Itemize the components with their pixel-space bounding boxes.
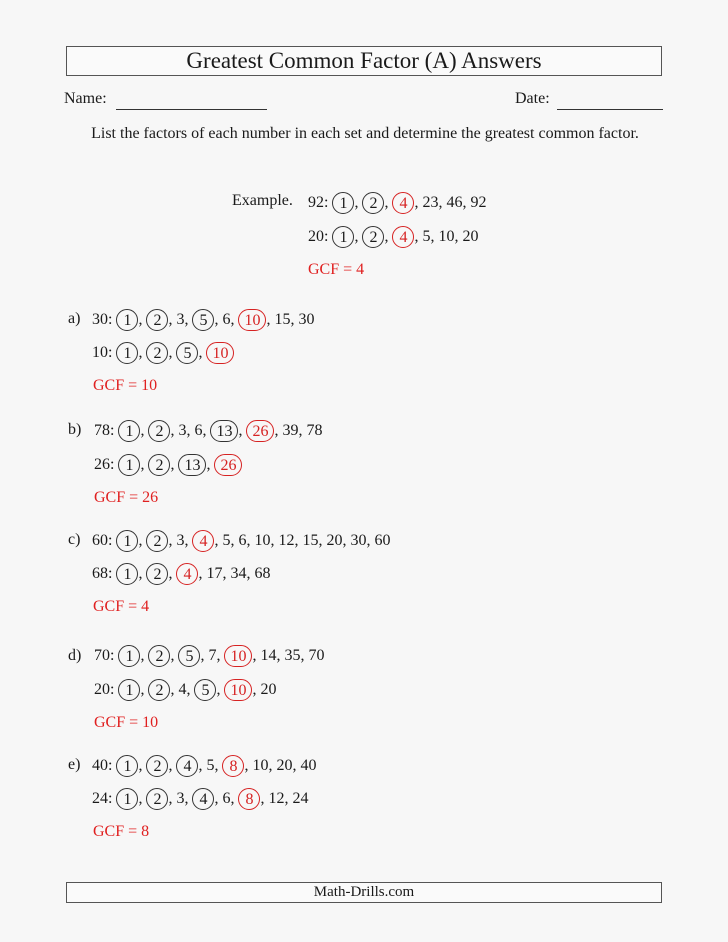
common-circled-factor: 5 [194,679,216,701]
separator: , [462,194,471,211]
factor-line [308,191,486,215]
factor: 30 [298,311,315,328]
factor: 12 [268,790,285,807]
example-label: Example. [232,192,293,209]
factor: 23 [422,194,439,211]
common-circled-factor: 5 [192,309,214,331]
factor: 6 [194,422,203,439]
common-circled-factor: 1 [332,226,354,248]
common-circled-factor: 13 [178,454,206,476]
common-circled-factor: 2 [146,788,168,810]
common-circled-factor: 1 [116,755,138,777]
worksheet-title: Greatest Common Factor (A) Answers [66,46,662,76]
factor: 14 [260,647,277,664]
separator: , [168,565,177,582]
separator: , [202,422,211,439]
common-circled-factor: 2 [148,679,170,701]
factor-line [92,754,316,778]
factor: 35 [284,647,301,664]
separator: , [184,532,193,549]
gcf-circled-factor: 10 [224,679,252,701]
common-circled-factor: 2 [362,192,384,214]
number-label: 70: [94,647,119,664]
common-circled-factor: 1 [116,530,138,552]
factor: 39 [282,422,299,439]
separator: , [138,790,147,807]
common-circled-factor: 1 [116,788,138,810]
separator: , [214,532,223,549]
factor: 10 [438,228,455,245]
separator: , [170,456,179,473]
factor: 5 [222,532,231,549]
gcf-circled-factor: 4 [176,563,198,585]
factor-line [92,308,314,332]
separator: , [430,228,439,245]
gcf-circled-factor: 4 [392,226,414,248]
factor: 5 [206,757,215,774]
number-label: 60: [92,532,117,549]
footer-source: Math-Drills.com [66,882,662,903]
gcf-circled-factor: 8 [222,755,244,777]
separator: , [138,532,147,549]
name-label: Name: [64,90,107,107]
separator: , [268,757,277,774]
separator: , [216,681,225,698]
factor: 10 [252,757,269,774]
factor-line [92,529,390,553]
common-circled-factor: 2 [148,645,170,667]
common-circled-factor: 1 [118,454,140,476]
separator: , [184,790,193,807]
common-circled-factor: 2 [146,309,168,331]
separator: , [414,194,423,211]
factor-line [92,341,234,365]
separator: , [186,681,195,698]
separator: , [198,344,207,361]
factor-line [92,562,270,586]
gcf-circled-factor: 8 [238,788,260,810]
common-circled-factor: 1 [332,192,354,214]
gcf-circled-factor: 4 [392,192,414,214]
gcf-answer: GCF = 10 [93,377,158,394]
instructions: List the factors of each number in each set and determine the greatest common factor. [91,125,639,142]
separator: , [438,194,447,211]
factor: 46 [446,194,463,211]
separator: , [260,790,269,807]
separator: , [454,228,463,245]
factor: 3 [176,790,185,807]
factor: 6 [222,311,231,328]
separator: , [170,681,179,698]
separator: , [384,194,393,211]
separator: , [138,757,147,774]
factor: 6 [222,790,231,807]
factor: 78 [306,422,323,439]
separator: , [292,757,301,774]
separator: , [140,422,149,439]
gcf-answer: GCF = 8 [93,823,150,840]
separator: , [138,344,147,361]
factor: 15 [302,532,319,549]
factor: 10 [254,532,271,549]
gcf-circled-factor: 10 [238,309,266,331]
separator: , [244,757,253,774]
separator: , [246,565,255,582]
separator: , [230,532,239,549]
number-label: 40: [92,757,117,774]
number-label: 20: [94,681,119,698]
separator: , [366,532,375,549]
separator: , [270,532,279,549]
number-label: 92: [308,194,333,211]
factor: 7 [208,647,217,664]
factor: 3 [176,532,185,549]
gcf-circled-factor: 10 [224,645,252,667]
separator: , [294,532,303,549]
separator: , [168,344,177,361]
separator: , [214,311,223,328]
separator: , [290,311,299,328]
problem-letter: d) [68,647,82,664]
number-label: 78: [94,422,119,439]
separator: , [214,790,223,807]
separator: , [198,565,207,582]
common-circled-factor: 2 [362,226,384,248]
factor-line [92,787,308,811]
separator: , [274,422,283,439]
gcf-answer: GCF = 26 [94,489,159,506]
separator: , [168,790,177,807]
name-line [116,109,267,110]
common-circled-factor: 4 [192,788,214,810]
separator: , [252,647,261,664]
separator: , [140,456,149,473]
separator: , [198,757,207,774]
separator: , [138,311,147,328]
common-circled-factor: 1 [118,420,140,442]
separator: , [170,422,179,439]
separator: , [252,681,261,698]
factor: 3 [176,311,185,328]
problem-letter: e) [68,756,81,773]
common-circled-factor: 2 [148,420,170,442]
factor: 30 [350,532,367,549]
number-label: 10: [92,344,117,361]
separator: , [140,647,149,664]
gcf-circled-factor: 4 [192,530,214,552]
separator: , [300,647,309,664]
number-label: 68: [92,565,117,582]
separator: , [284,790,293,807]
separator: , [276,647,285,664]
separator: , [168,311,177,328]
separator: , [230,311,239,328]
date-line [557,109,663,110]
separator: , [222,565,231,582]
separator: , [184,311,193,328]
factor: 40 [300,757,317,774]
number-label: 26: [94,456,119,473]
factor-line [94,678,276,702]
factor: 5 [422,228,431,245]
common-circled-factor: 1 [116,342,138,364]
common-circled-factor: 2 [146,563,168,585]
factor: 70 [308,647,325,664]
factor: 68 [254,565,271,582]
gcf-answer: GCF = 4 [308,261,365,278]
common-circled-factor: 1 [116,309,138,331]
separator: , [168,757,177,774]
common-circled-factor: 5 [178,645,200,667]
separator: , [230,790,239,807]
separator: , [216,647,225,664]
common-circled-factor: 2 [146,342,168,364]
factor: 6 [238,532,247,549]
number-label: 30: [92,311,117,328]
separator: , [354,194,363,211]
factor: 4 [178,681,187,698]
factor: 12 [278,532,295,549]
common-circled-factor: 5 [176,342,198,364]
separator: , [170,647,179,664]
separator: , [318,532,327,549]
factor-line [94,644,324,668]
separator: , [214,757,223,774]
separator: , [414,228,423,245]
problem-letter: a) [68,310,81,327]
separator: , [138,565,147,582]
gcf-circled-factor: 26 [246,420,274,442]
common-circled-factor: 2 [146,530,168,552]
number-label: 20: [308,228,333,245]
separator: , [246,532,255,549]
common-circled-factor: 13 [210,420,238,442]
factor: 20 [260,681,277,698]
gcf-answer: GCF = 4 [93,598,150,615]
common-circled-factor: 1 [118,645,140,667]
factor: 17 [206,565,223,582]
common-circled-factor: 1 [116,563,138,585]
common-circled-factor: 2 [146,755,168,777]
factor-line [94,453,242,477]
separator: , [298,422,307,439]
gcf-answer: GCF = 10 [94,714,159,731]
factor: 24 [292,790,309,807]
factor-line [94,419,322,443]
separator: , [200,647,209,664]
number-label: 24: [92,790,117,807]
separator: , [354,228,363,245]
separator: , [266,311,275,328]
separator: , [238,422,247,439]
common-circled-factor: 2 [148,454,170,476]
separator: , [140,681,149,698]
date-label: Date: [515,90,550,107]
problem-letter: c) [68,531,81,548]
separator: , [384,228,393,245]
separator: , [206,456,215,473]
gcf-circled-factor: 26 [214,454,242,476]
factor: 20 [462,228,479,245]
factor: 20 [326,532,343,549]
factor: 20 [276,757,293,774]
factor: 34 [230,565,247,582]
factor: 15 [274,311,291,328]
common-circled-factor: 4 [176,755,198,777]
factor: 92 [470,194,487,211]
common-circled-factor: 1 [118,679,140,701]
separator: , [342,532,351,549]
factor: 60 [374,532,391,549]
gcf-circled-factor: 10 [206,342,234,364]
separator: , [186,422,195,439]
problem-letter: b) [68,421,82,438]
separator: , [168,532,177,549]
factor-line [308,225,478,249]
factor: 3 [178,422,187,439]
